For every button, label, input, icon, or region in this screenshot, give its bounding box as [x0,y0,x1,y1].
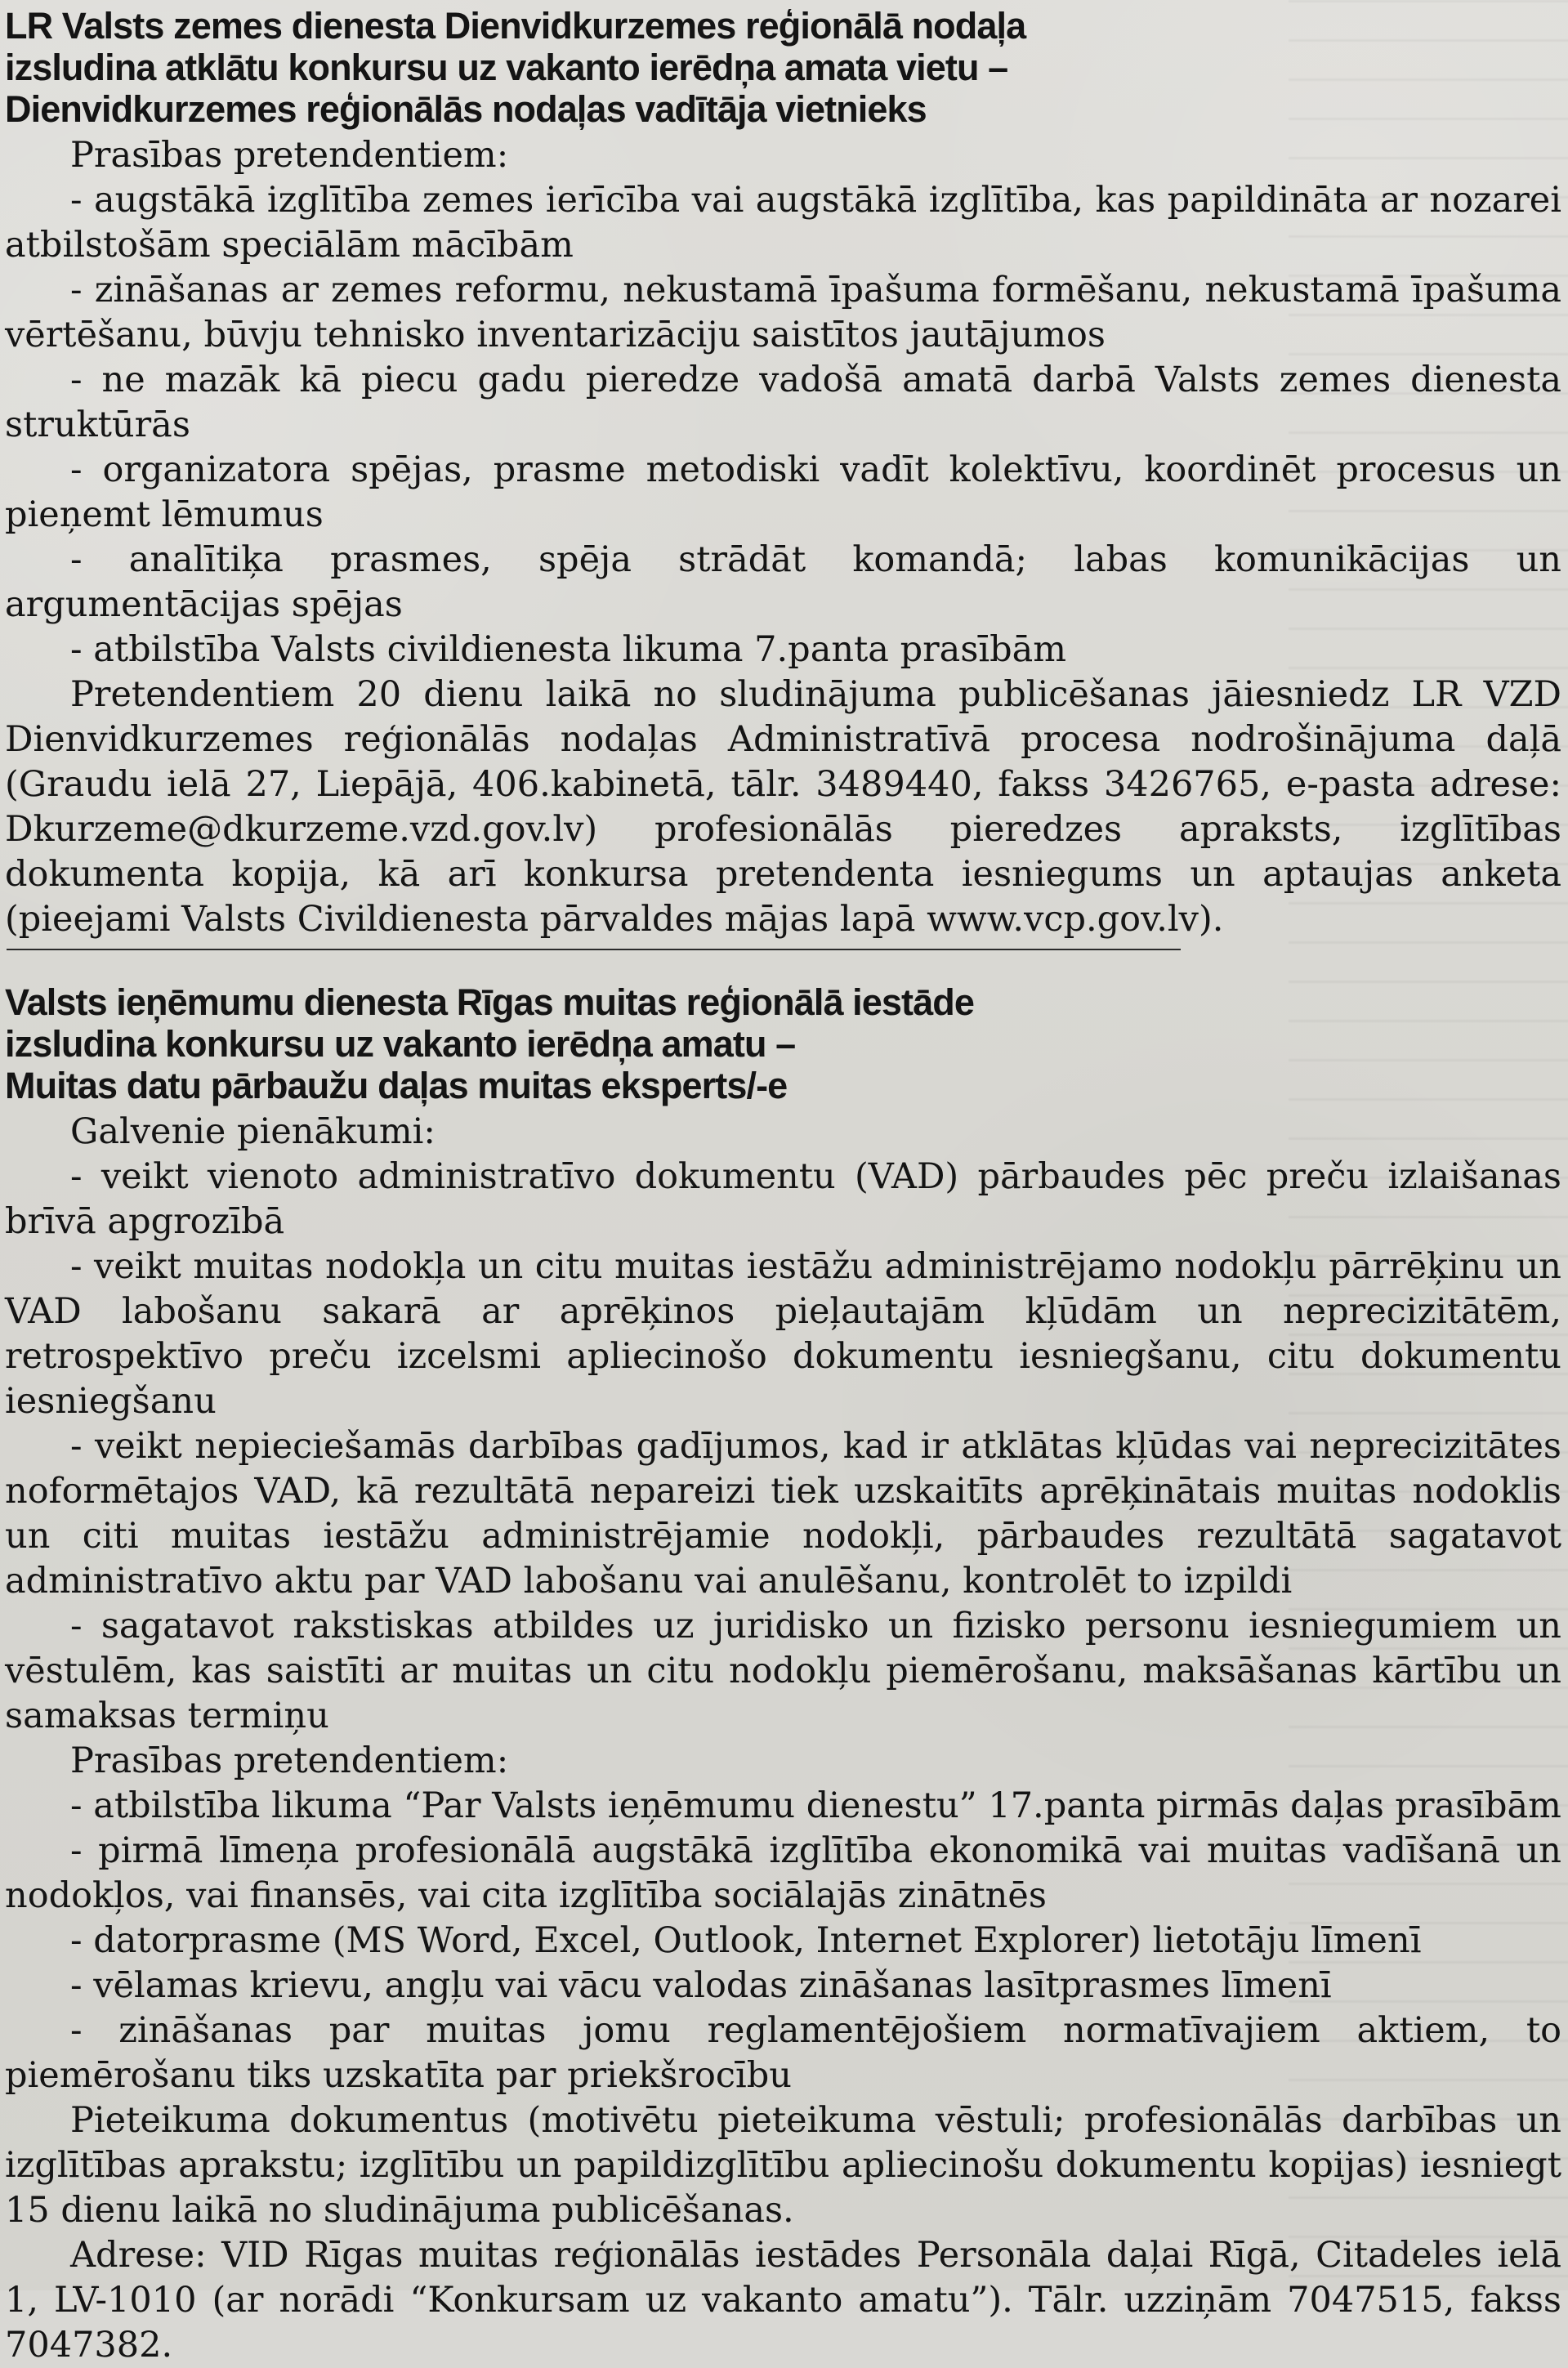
duty-item: - veikt vienoto administratīvo dokumentu (VAD) pārbaudes pēc preču izlaišanas brīvā apgrozībā [5,1156,1561,1242]
requirement-item: - organizatora spējas, prasme metodiski vadīt kolektīvu, koordinēt procesus un pieņemt lēmumus [5,449,1561,535]
requirements-intro: Prasības pretendentiem: [70,135,509,176]
requirement-item: - ne mazāk kā piecu gadu pieredze vadošā amatā darbā Valsts zemes dienesta struktūrās [5,360,1561,445]
requirements-intro: Prasības pretendentiem: [70,1740,509,1781]
requirement-item: - zināšanas par muitas jomu reglamentējošiem normatīvajiem aktiem, to piemērošanu tiks uzskatīta par priekšrocību [5,2010,1561,2096]
requirement-item: - augstākā izglītība zemes ierīcība vai augstākā izglītība, kas papildināta ar nozarei atbilstošām speciālām mācībām [5,180,1561,266]
requirement-item: - analītiķa prasmes, spēja strādāt komandā; labas komunikācijas un argumentācijas spējas [5,539,1561,625]
article-column [5,5,1561,2368]
duty-item: - veikt muitas nodokļa un citu muitas iestāžu administrējamo nodokļu pārrēķinu un VAD labošanu sakarā ar aprēķinos pieļautajām kļūdām un neprecizitātēm, retrospektīvo preču izcelsmi apliecinošo dokumentu iesniegšanu, citu dokumentu iesniegšanu [5,1246,1561,1422]
requirement-item: - pirmā līmeņa profesionālā augstākā izglītība ekonomikā vai muitas vadīšanā un nodokļos, vai finansēs, vai cita izglītība sociālajās zinātnēs [5,1830,1561,1916]
requirement-item: - zināšanas ar zemes reformu, nekustamā īpašuma formēšanu, nekustamā īpašuma vērtēšanu, būvju tehnisko inventarizāciju saistītos jautājumos [5,270,1561,355]
duty-item: - veikt nepieciešamās darbības gadījumos, kad ir atklātas kļūdas vai neprecizitātes noformētajos VAD, kā rezultātā nepareizi tiek uzskaitīts aprēķinātais muitas nodoklis un citi muitas iestāžu administrējamie nodokļi, pārbaudes rezultātā sagatavot administratīvo aktu par VAD labošanu vai anulēšanu, kontrolēt to izpildi [5,1426,1561,1602]
article-divider [7,949,1181,950]
requirement-item: - atbilstība Valsts civildienesta likuma 7.panta prasībām [70,629,1067,670]
requirement-item: - atbilstība likuma “Par Valsts ieņēmumu dienestu” 17.panta pirmās daļas prasībām [70,1785,1561,1826]
article-heading: LR Valsts zemes dienesta Dienvidkurzemes reģionālā nodaļa izsludina atklātu konkursu uz vakanto ierēdņa amata vietu – Dienvidkurzemes reģionālās nodaļas vadītāja vietnieks [5,5,1026,130]
application-instructions: Pretendentiem 20 dienu laikā no sludinājuma publicēšanas jāiesniedz LR VZD Dienvidkurzemes reģionālās nodaļas Administratīvā procesa nodrošinājuma daļā (Graudu ielā 27, Liepājā, 406.kabinetā, tālr. 3489440, fakss 3426765, e-pasta adrese: Dkurzeme@dkurzeme.vzd.gov.lv) profesionālās pieredzes apraksts, izglītības dokumenta kopija, kā arī konkursa pretendenta iesniegums un aptaujas anketa (pieejami Valsts Civildienesta pārvaldes mājas lapā www.vcp.gov.lv). [5,674,1561,940]
job-announcement-article [5,5,1561,942]
duties-intro: Galvenie pienākumi: [70,1111,436,1152]
requirement-item: - vēlamas krievu, angļu vai vācu valodas zināšanas lasītprasmes līmenī [70,1965,1332,2006]
duty-item: - sagatavot rakstiskas atbildes uz juridisko un fizisko personu iesniegumiem un vēstulēm, kas saistīti ar muitas un citu nodokļu piemērošanu, maksāšanas kārtību un samaksas termiņu [5,1606,1561,1736]
requirement-item: - datorprasme (MS Word, Excel, Outlook, Internet Explorer) lietotāju līmenī [70,1920,1422,1961]
article-heading: Valsts ieņēmumu dienesta Rīgas muitas reģionālā iestāde izsludina konkursu uz vakanto ierēdņa amatu – Muitas datu pārbaužu daļas muitas eksperts/-e [5,981,974,1106]
contact-address: Adrese: VID Rīgas muitas reģionālās iestādes Personāla daļai Rīgā, Citadeles ielā 1, LV-1010 (ar norādi “Konkursam uz vakanto amatu”). Tālr. uzziņām 7047515, fakss 7047382. [5,2235,1561,2366]
job-announcement-article [5,981,1561,2368]
application-documents: Pieteikuma dokumentus (motivētu pieteikuma vēstuli; profesionālās darbības un izglītības aprakstu; izglītību un papildizglītību apliecinošu dokumentu kopijas) iesniegt 15 dienu laikā no sludinājuma publicēšanas. [5,2100,1561,2231]
